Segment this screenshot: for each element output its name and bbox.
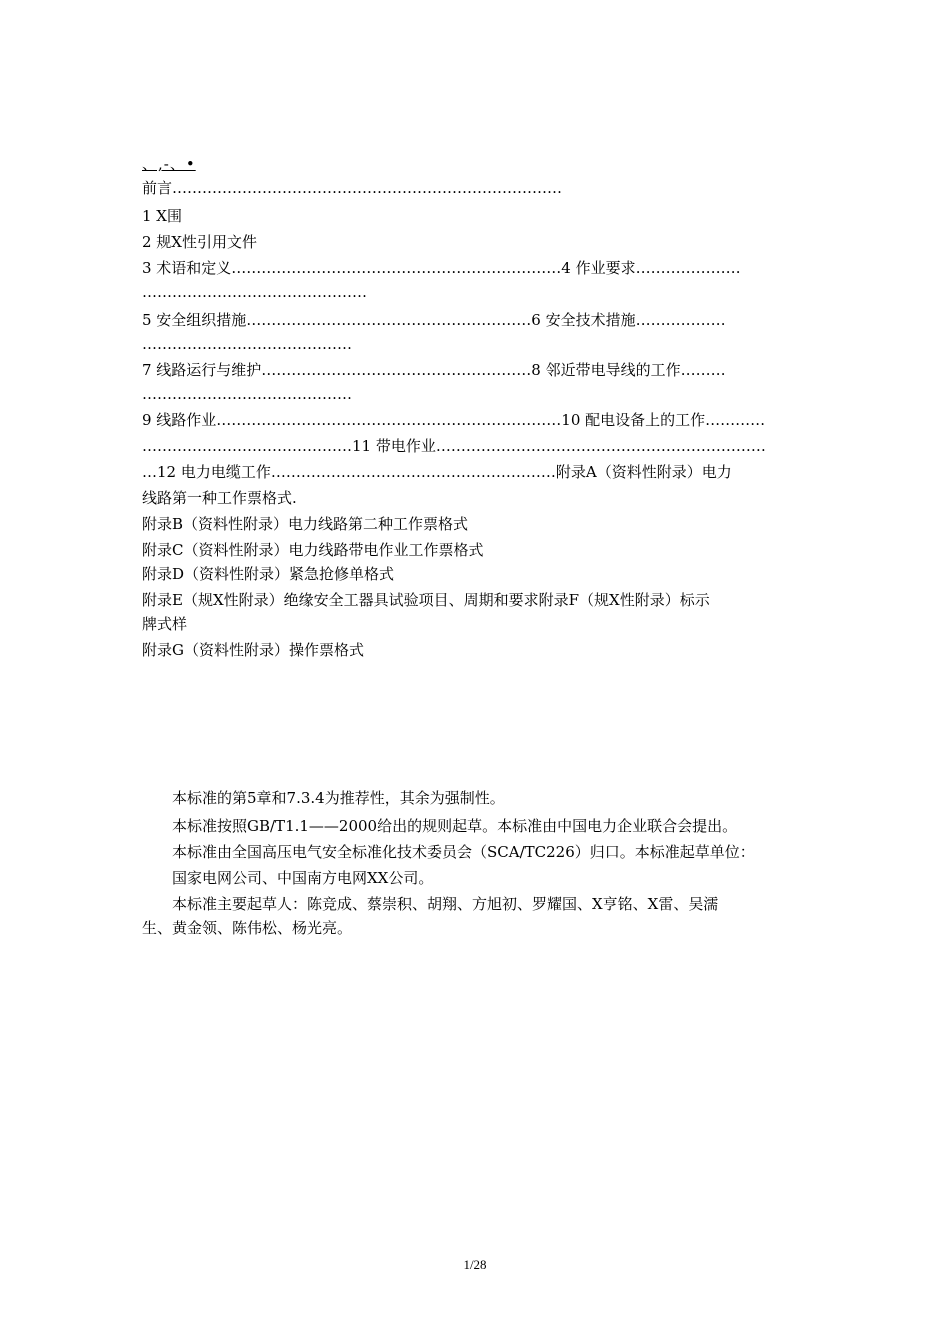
toc-line: 线路第一种工作票格式. xyxy=(142,489,297,507)
toc-line: …………………………………… xyxy=(142,335,352,353)
toc-line: 5 安全组织措施…………………………………………………6 安全技术措施……………… xyxy=(142,311,726,329)
paragraph-line: 本标准主要起草人：陈竞成、蔡崇积、胡翔、方旭初、罗耀国、X亨铭、X雷、吴濡 xyxy=(172,895,719,913)
toc-line: 9 线路作业……………………………………………………………10 配电设备上的工作………… xyxy=(142,411,766,429)
toc-line: 7 线路运行与维护………………………………………………8 邻近带电导线的工作……… xyxy=(142,361,726,379)
paragraph-line: 本标准由全国高压电气安全标准化技术委员会（SCA/TC226）归口。本标准起草单位： xyxy=(172,843,755,861)
toc-line: ……………………………………… xyxy=(142,283,367,301)
toc-line: 附录E（规X性附录）绝缘安全工器具试验项目、周期和要求附录F（规X性附录）标示 xyxy=(142,591,710,609)
page-number: 1/28 xyxy=(463,1257,487,1272)
toc-line: 附录G（资料性附录）操作票格式 xyxy=(142,641,364,659)
toc-header-mark: 、,-、• xyxy=(142,155,196,173)
toc-line: 牌式样 xyxy=(142,615,188,633)
paragraph-line: 本标准按照GB/T1.1——2000给出的规则起草。本标准由中国电力企业联合会提出。 xyxy=(172,817,738,835)
paragraph-line: 生、黄金领、陈伟松、杨光亮。 xyxy=(142,919,353,937)
toc-line: 附录C（资料性附录）电力线路带电作业工作票格式 xyxy=(142,541,484,559)
toc-line: 1 X围 xyxy=(142,207,182,225)
toc-line: 2 规X性引用文件 xyxy=(142,233,257,251)
toc-line: 附录B（资料性附录）电力线路第二种工作票格式 xyxy=(142,515,469,533)
toc-line: 3 术语和定义…………………………………………………………4 作业要求………………… xyxy=(142,259,741,277)
toc-line: …12 电力电缆工作…………………………………………………附录A（资料性附录）电力 xyxy=(142,463,732,481)
toc-line: 前言…………………………………………………………………… xyxy=(142,179,563,197)
toc-line: ……………………………………11 带电作业………………………………………………………… xyxy=(142,437,766,455)
toc-line: …………………………………… xyxy=(142,385,352,403)
toc-line: 附录D（资料性附录）紧急抢修单格式 xyxy=(142,565,395,583)
paragraph-line: 国家电网公司、中国南方电网XX公司。 xyxy=(172,869,434,887)
paragraph-line: 本标准的第5章和7.3.4为推荐性，其余为强制性。 xyxy=(172,789,505,807)
